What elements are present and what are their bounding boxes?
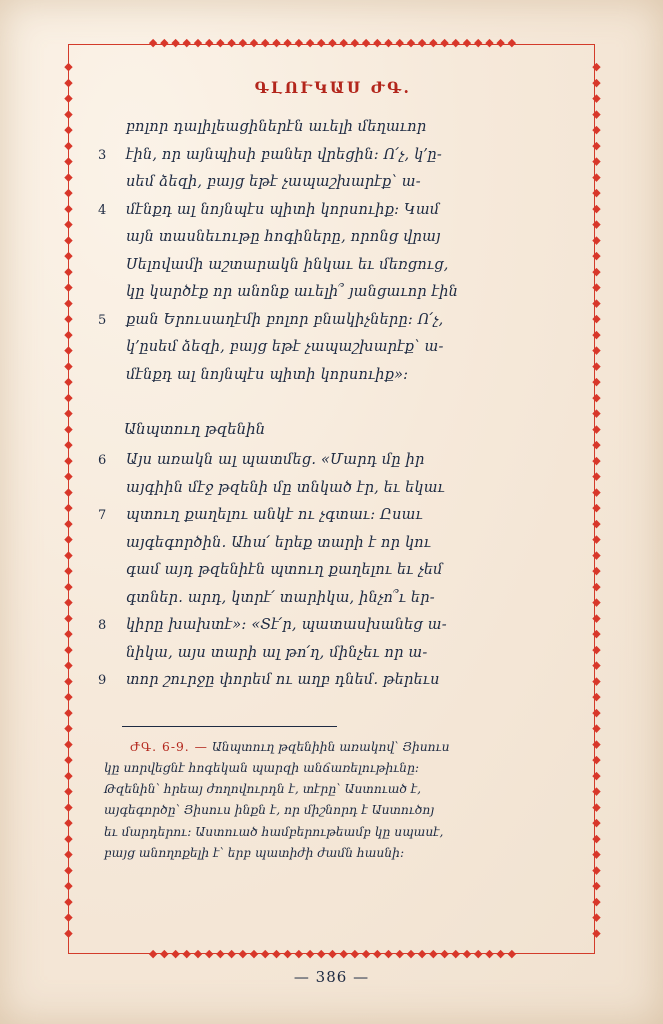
verse-line [98,617,568,645]
verse-text: էին, որ այնպիսի բաներ վրեցին։ Ո՛չ, կ՚ը- [126,146,442,163]
verse-text: Սելովամի աշտարակն ինկաւ եւ մեռցուց, [126,256,449,273]
verse-text: այգիին մէջ թզենի մը տնկած էր, եւ եկաւ [126,479,445,496]
verse-text: գամ այդ թզենիէն պտուղ քաղելու եւ չեմ [126,562,443,578]
verse-line [98,284,568,312]
footnote-line: կը սորվեցնէ հոգեկան պարզի անճառելութիւնը։ [104,761,420,776]
verse-line [98,339,568,367]
footnote-divider [122,726,337,728]
footnote-line: բայց անողոքելի է՝ երբ պատիժի ժամն հասնի։ [104,845,405,860]
verse-text: սեմ ձեզի, բայց եթէ չապաշխարէք՝ ա- [126,174,421,190]
verse-line [98,480,568,508]
footnote-line: եւ մարդերու։ Աստուած համբերութեամբ կը սպասէ, [104,824,444,839]
verse-text: գտներ. արդ, կտրէ՛ տարիկա, ինչո՞ւ եր- [126,589,435,606]
verse-line [98,312,568,340]
verse-text: կ՚ըսեմ ձեզի, բայց եթէ չապաշխարէք՝ ա- [126,339,444,355]
footnote-block [104,737,564,864]
verse-text: կիրը խախտէ»։ «Տէ՛ր, պատասխանեց ա- [126,617,447,633]
verse-line [98,452,568,480]
verse-line [98,535,568,563]
border-ornament-bottom: ◆ ◆ ◆ ◆ ◆ ◆ ◆ ◆ ◆ ◆ ◆ ◆ ◆ ◆ ◆ ◆ ◆ ◆ ◆ ◆ ◆ ◆ ◆ ◆ ◆ ◆ ◆ ◆ ◆ ◆ ◆ ◆ ◆ [148,948,517,960]
border-ornament-right: ◆ ◆ ◆ ◆ ◆ ◆ ◆ ◆ ◆ ◆ ◆ ◆ ◆ ◆ ◆ ◆ ◆ ◆ ◆ ◆ ◆ ◆ ◆ ◆ ◆ ◆ ◆ ◆ ◆ ◆ ◆ ◆ ◆ ◆ ◆ ◆ ◆ ◆ ◆ ◆ ◆ ◆ ◆ ◆ ◆ ◆ ◆ ◆ ◆ ◆ ◆ ◆ ◆ ◆ ◆ ◆ [590,60,602,940]
verse-line [98,367,568,395]
footnote-text: Անպտուղ թզենիին առակով՝ Յիսուս [211,740,450,754]
verse-number: 6 [98,453,107,468]
footnote-line: այգեգործը՝ Յիսուս ինքն է, որ միշնորդ է Աստուծոյ [104,803,435,818]
verse-text: քան Երուսաղէմի բոլոր բնակիչները։ Ո՛չ, [126,311,444,328]
verse-text: մէնքդ ալ նոյնպէս պիտի կորսուիք։ Կամ [126,201,440,218]
verse-line [98,202,568,230]
section-subheading: Անպտուղ թզենին [124,420,266,438]
verse-text: մէնքդ ալ նոյնպէս պիտի կորսուիք»։ [126,366,409,383]
verse-line [98,672,568,700]
footnote-line [104,737,564,758]
verse-number: 4 [98,202,107,218]
verse-text: նիկա, այս տարի ալ թո՛ղ, մինչեւ որ ա- [126,644,428,661]
verse-text: կը կարծէք որ անոնք աւելի՞ յանցաւոր էին [126,284,459,300]
verse-number: 7 [98,508,107,523]
footnote-reference: ԺԳ. 6-9. — [130,740,208,754]
verse-line [98,645,568,673]
verse-text: բոլոր դալիլեացիներէն աւելի մեղաւոր [126,119,427,135]
border-ornament-left: ◆ ◆ ◆ ◆ ◆ ◆ ◆ ◆ ◆ ◆ ◆ ◆ ◆ ◆ ◆ ◆ ◆ ◆ ◆ ◆ ◆ ◆ ◆ ◆ ◆ ◆ ◆ ◆ ◆ ◆ ◆ ◆ ◆ ◆ ◆ ◆ ◆ ◆ ◆ ◆ ◆ ◆ ◆ ◆ ◆ ◆ ◆ ◆ ◆ ◆ ◆ ◆ ◆ ◆ ◆ ◆ [62,60,74,940]
footnote-line: Թզենին՝ հրեայ ժողովուրդն է, տէրը՝ Աստուած է, [104,782,422,797]
verse-line [98,562,568,590]
verse-line [98,119,568,147]
verse-text: պտուղ քաղելու անկէ ու չգտաւ։ Ըսաւ [126,507,423,523]
page-content [98,62,568,932]
verse-number: 5 [98,312,107,328]
verse-line [98,590,568,618]
verse-text: այգեգործին. Ահա՛ երեք տարի է որ կու [126,534,432,551]
verse-text: Այս առակն ալ պատմեց. «Մարդ մը իր [126,452,425,468]
verse-line [98,229,568,257]
scripture-block-1 [98,119,568,394]
border-ornament-top: ◆ ◆ ◆ ◆ ◆ ◆ ◆ ◆ ◆ ◆ ◆ ◆ ◆ ◆ ◆ ◆ ◆ ◆ ◆ ◆ ◆ ◆ ◆ ◆ ◆ ◆ ◆ ◆ ◆ ◆ ◆ ◆ ◆ [148,37,517,49]
verse-line [98,507,568,535]
verse-line [98,257,568,285]
scripture-block-2 [98,452,568,700]
verse-line [98,147,568,175]
page-title: ԳԼՈՒԿԱՍ ԺԳ. [254,78,412,97]
verse-text: տոր շուրջը փորեմ ու աղբ դնեմ. թերեւս [126,672,440,688]
verse-text: այն տասնեւութը հոգիները, որոնց վրայ [126,229,441,245]
page-number: — 386 — [293,968,370,986]
verse-number: 9 [98,673,107,688]
verse-number: 3 [98,147,107,163]
verse-line [98,174,568,202]
verse-number: 8 [98,618,107,633]
